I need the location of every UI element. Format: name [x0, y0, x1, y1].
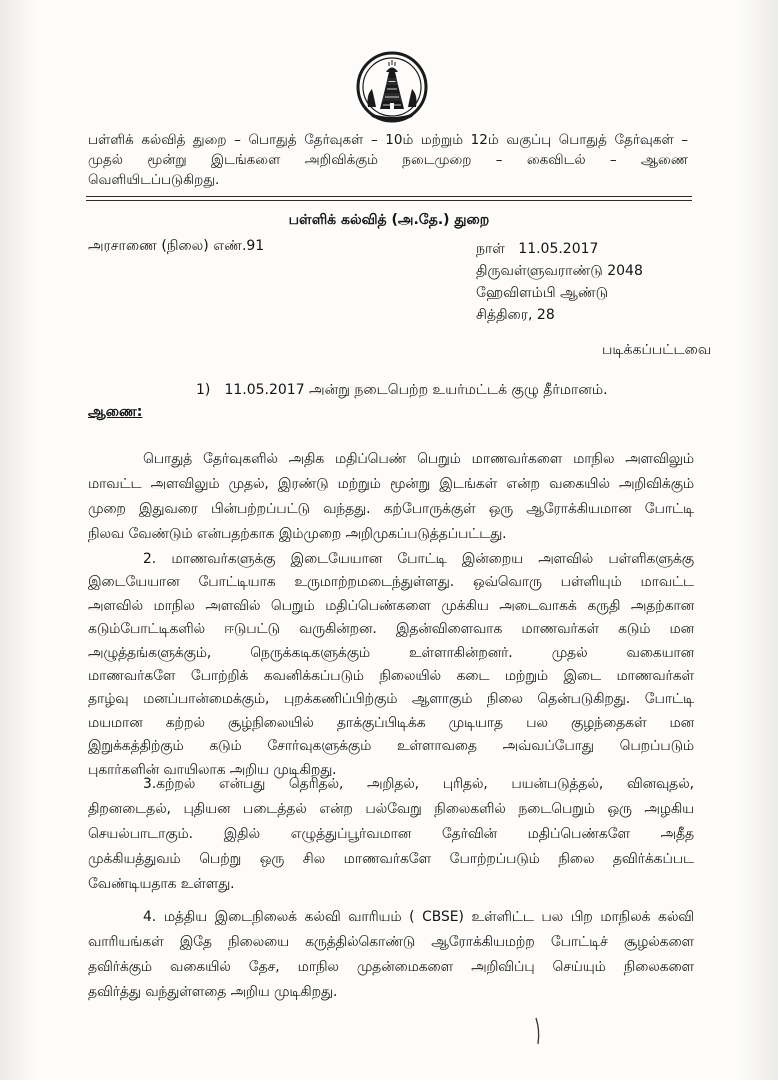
paragraph-line: பொதுத் தேர்வுகளில் அதிக மதிப்பெண் பெறும் மாணவர்களை மாநில அளவிலும்	[143, 451, 694, 467]
paragraph-line: இடையேயான போட்டியாக உருமாற்றமடைந்துள்ளது. ஒவ்வொரு பள்ளியும் மாவட்ட	[88, 574, 694, 591]
reference-number: 1)	[196, 382, 211, 398]
tamil-nadu-emblem-icon	[356, 45, 428, 129]
subject-line: வெளியிடப்படுகிறது.	[88, 172, 220, 188]
paragraph-line: முக்கியத்துவம் பெற்று ஒரு சில மாணவர்களே போற்றப்படும் நிலை தவிர்க்கப்பட	[88, 851, 694, 867]
paragraph-3	[88, 772, 694, 897]
paragraph-line: 2. மாணவர்களுக்கு இடையேயான போட்டி இன்றைய அளவில் பள்ளிகளுக்கு	[143, 551, 694, 567]
paragraph-line: நிலவ வேண்டும் என்பதற்காக இம்முறை அறிமுகப்படுத்தப்பட்டது.	[88, 526, 507, 542]
paragraph-line: மயமான கற்றல் சூழ்நிலையில் தாக்குப்பிடிக்க முடியாத பல குழந்தைகள் மன	[88, 714, 694, 731]
reference-text: 11.05.2017 அன்று நடைபெற்ற உயர்மட்டக் குழு தீர்மானம்.	[224, 382, 608, 398]
paragraph-line: வாரியங்கள் இதே நிலையை கருத்தில்கொண்டு ஆரோக்கியமற்ற போட்டிச் சூழல்களை	[88, 934, 694, 950]
paragraph-1	[88, 447, 694, 547]
department-heading: பள்ளிக் கல்வித் (அ.தே.) துறை	[288, 212, 490, 228]
subject-text	[88, 130, 688, 190]
paragraph-line: தவிர்த்து வந்துள்ளதை அறிய முடிகிறது.	[88, 984, 338, 1000]
date-block	[476, 238, 643, 326]
subject-line: பள்ளிக் கல்வித் துறை – பொதுத் தேர்வுகள் – 10ம் மற்றும் 12ம் வகுப்பு பொதுத் தேர்வுகள் –	[88, 132, 688, 148]
paragraph-line: வேண்டியதாக உள்ளது.	[88, 876, 235, 892]
paragraph-4	[88, 905, 694, 1005]
reference-item	[196, 382, 608, 400]
paragraph-2	[88, 548, 694, 782]
paragraph-line: முறை இதுவரை பின்பற்றப்பட்டு வந்தது. கற்போருக்குள் ஒரு ஆரோக்கியமான போட்டி	[88, 501, 694, 517]
month-day-line: சித்திரை, 28	[476, 307, 555, 323]
paragraph-line: மாணவர்களே போற்றிக் கவனிக்கப்படும் நிலையில் கடை மற்றும் இடை மாணவர்கள்	[88, 668, 694, 685]
year-name-line: ஹேவிளம்பி ஆண்டு	[476, 285, 609, 301]
paragraph-line: புகார்களின் வாயிலாக அறிய முடிகிறது.	[88, 761, 337, 778]
subject-line: முதல் மூன்று இடங்களை அறிவிக்கும் நடைமுறை – கைவிடல் – ஆணை	[88, 152, 688, 168]
paragraph-line: இறுக்கத்திற்கும் கடும் சோர்வுகளுக்கும் உள்ளாவதை அவ்வப்போது பெறப்படும்	[88, 738, 694, 755]
paragraph-line: 4. மத்திய இடைநிலைக் கல்வி வாரியம் ( CBSE) உள்ளிட்ட பல பிற மாநிலக் கல்வி	[143, 909, 694, 925]
paragraph-line: 3.கற்றல் என்பது தெரிதல், அறிதல், புரிதல், பயன்படுத்தல், வினவுதல்,	[143, 776, 694, 792]
order-label: ஆணை:	[88, 404, 143, 420]
divider-line	[86, 196, 692, 197]
paragraph-line: கடும்போட்டிகளில் ஈடுபட்டு வருகின்றன. இதன்விளைவாக மாணவர்கள் கடும் மன	[88, 621, 694, 638]
read-label: படிக்கப்பட்டவை	[602, 342, 712, 358]
date-line: நாள் 11.05.2017	[476, 241, 599, 257]
paragraph-line: திறனடைதல், புதியன படைத்தல் என்ற பல்வேறு நிலைகளில் நடைபெறும் ஒரு அழகிய	[88, 801, 694, 817]
paragraph-line: தவிர்க்கும் வகையில் தேச, மாநில முதன்மைகளை அறிவிப்பு செய்யும் நிலைகளை	[88, 959, 694, 975]
paragraph-line: செயல்பாடாகும். இதில் எழுத்துப்பூர்வமான தேர்வின் மதிப்பெண்களே அதீத	[88, 826, 694, 842]
page-number-mark	[534, 1016, 542, 1046]
paragraph-line: அளவில் மாநில அளவில் பெறும் மதிப்பெண்களை முக்கிய அடைவாகக் கருதி அதற்கான	[88, 597, 694, 614]
tamil-year-line: திருவள்ளுவராண்டு 2048	[476, 263, 643, 279]
paragraph-line: மாவட்ட அளவிலும் முதல், இரண்டு மற்றும் மூன்று இடங்கள் என்ற வகையில் அறிவிக்கும்	[88, 476, 694, 492]
divider-line	[86, 200, 692, 201]
go-number: அரசாணை (நிலை) எண்.91	[88, 238, 265, 254]
paragraph-line: அழுத்தங்களுக்கும், நெருக்கடிகளுக்கும் உள்ளாகின்றனர். முதல் வகையான	[88, 644, 694, 661]
paragraph-line: தாழ்வு மனப்பான்மைக்கும், புறக்கணிப்பிற்கும் ஆளாகும் நிலை தென்படுகிறது. போட்டி	[88, 691, 694, 708]
